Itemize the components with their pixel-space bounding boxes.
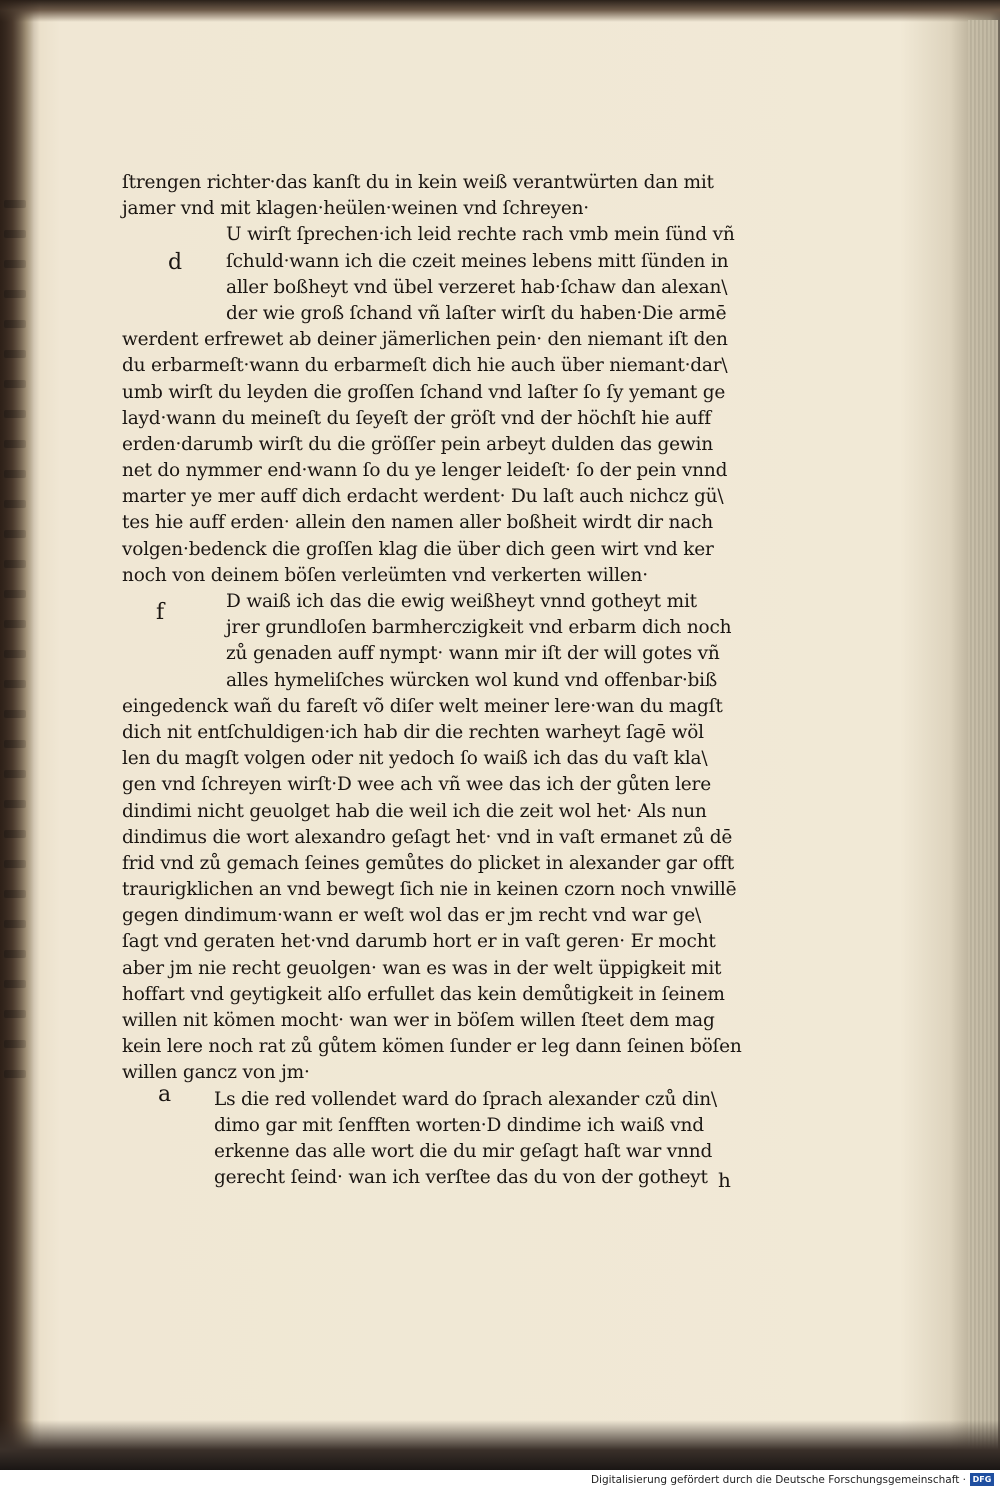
text-line: dimo gar mit ſenfften worten·D dindime ich waiß vnd	[214, 1114, 704, 1136]
text-line: kein lere noch rat zů gůtem kömen ſunder er leg dann ſeinen böſen	[122, 1036, 742, 1058]
text-line: erden·darumb wirſt du die gröſſer pein arbeyt dulden das gewin	[122, 433, 713, 455]
page-text	[122, 170, 782, 1191]
text-line: gegen dindimum·wann er weſt wol das er jm recht vnd war ge\	[122, 905, 702, 927]
text-line: marter ye mer auff dich erdacht werdent· Du laſt auch nichcz gü\	[122, 486, 724, 508]
text-line: dindimi nicht geuolget hab die weil ich die zeit wol het· Als nun	[122, 800, 707, 822]
initial-guide-letter-f: f	[156, 600, 165, 625]
facing-page-edge	[4, 200, 30, 1100]
footer-bar	[0, 1470, 1000, 1490]
text-line: alles hymeliſches würcken wol kund vnd offenbar·biß	[226, 669, 718, 691]
text-line: ſchuld·wann ich die czeit meines lebens mitt ſünden in	[226, 250, 729, 272]
text-line: noch von deinem böſen verleümten vnd verkerten willen·	[122, 564, 648, 586]
text-line: hoffart vnd geytigkeit alſo erfullet das kein demůtigkeit in ſeinem	[122, 983, 725, 1005]
text-line: zů genaden auff nympt· wann mir iſt der will gotes vñ	[226, 643, 720, 665]
text-line: aber jm nie recht geuolgen· wan es was in der welt üppigkeit mit	[122, 957, 722, 979]
text-line: len du magſt volgen oder nit yedoch ſo waiß ich das du vaſt kla\	[122, 748, 708, 770]
text-line: gen vnd ſchreyen wirſt·D wee ach vñ wee das ich der gůten lere	[122, 774, 711, 796]
text-line: willen gancz von jm·	[122, 1062, 310, 1084]
scan-top-edge	[0, 0, 1000, 22]
text-line: dich nit entſchuldigen·ich hab dir die rechten warheyt ſagē wöl	[122, 721, 704, 743]
initial-guide-letter-a: a	[158, 1082, 172, 1107]
text-line: eingedenck wañ du fareſt võ diſer welt meiner lere·wan du magſt	[122, 695, 723, 717]
text-line: dindimus die wort alexandro geſagt het· vnd in vaſt ermanet zů dē	[122, 826, 733, 848]
text-line: Ls die red vollendet ward do ſprach alexander czů din\	[214, 1088, 717, 1110]
text-line: layd·wann du meineſt du ſeyeſt der gröſt vnd der höchſt hie auff	[122, 407, 711, 429]
text-line: tes hie auff erden· allein den namen aller boßheit wirdt dir nach	[122, 512, 713, 534]
text-line: traurigklichen an vnd bewegt ſich nie in keinen czorn noch vnwillē	[122, 879, 737, 901]
text-line: erkenne das alle wort die du mir geſagt haſt war vnnd	[214, 1140, 713, 1162]
text-line: werdent erfrewet ab deiner jämerlichen pein· den niemant iſt den	[122, 329, 728, 351]
text-line: D waiß ich das die ewig weißheyt vnnd gotheyt mit	[226, 591, 697, 612]
text-line: jrer grundloſen barmherczigkeit vnd erbarm dich noch	[226, 617, 732, 639]
initial-guide-letter-d: d	[168, 250, 183, 275]
text-line: ſagt vnd geraten het·vnd darumb hort er in vaſt geren· Er mocht	[122, 931, 716, 953]
scan-bottom-edge	[0, 1420, 1000, 1470]
text-line: aller boßheyt vnd übel verzeret hab·ſchaw dan alexan\	[226, 276, 728, 298]
text-line: frid vnd zů gemach ſeines gemůtes do plicket in alexander gar offt	[122, 852, 734, 874]
text-line: der wie groß ſchand vñ laſter wirſt du haben·Die armē	[226, 302, 727, 324]
text-line: ſtrengen richter·das kanſt du in kein weiß verantwürten dan mit	[122, 172, 714, 193]
funding-notice: Digitalisierung gefördert durch die Deutsche Forschungsgemeinschaft ·	[590, 1474, 966, 1486]
page-stack-edges	[968, 20, 998, 1450]
signature-mark: h	[718, 1168, 731, 1192]
text-line: U wirſt ſprechen·ich leid rechte rach vmb mein ſünd vñ	[226, 224, 735, 246]
text-line: volgen·bedenck die groſſen klag die über dich geen wirt vnd ker	[122, 538, 714, 560]
text-line: gerecht ſeind· wan ich verſtee das du von der gotheyt	[214, 1167, 708, 1189]
text-line: willen nit kömen mocht· wan wer in böſem willen ſteet dem mag	[122, 1010, 715, 1031]
dfg-logo[interactable]: DFG	[970, 1473, 994, 1486]
text-line: net do nymmer end·wann ſo du ye lenger leideſt· ſo der pein vnnd	[122, 460, 728, 482]
text-line: du erbarmeſt·wann du erbarmeſt dich hie auch über niemant·dar\	[122, 355, 728, 377]
text-line: jamer vnd mit klagen·heülen·weinen vnd ſchreyen·	[122, 198, 589, 220]
text-line: umb wirſt du leyden die groſſen ſchand vnd laſter ſo ſy yemant ge	[122, 381, 726, 403]
